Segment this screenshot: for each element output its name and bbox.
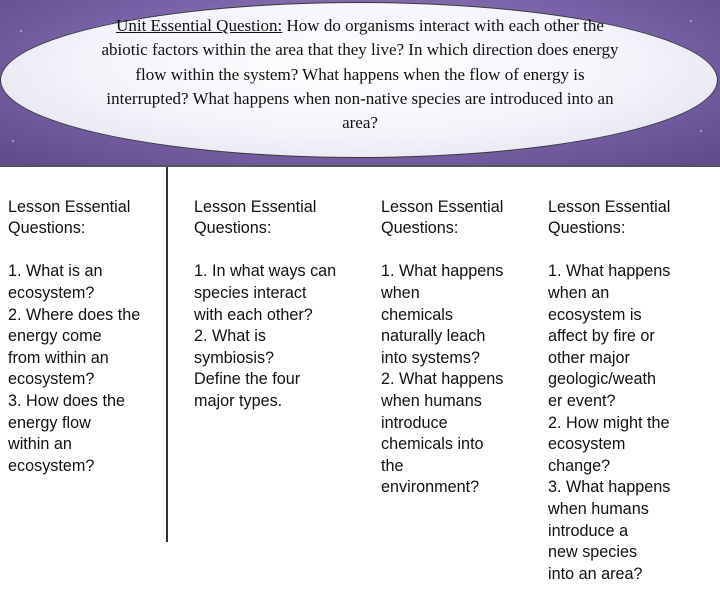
lesson-column-heading: Lesson Essential Questions: xyxy=(194,197,317,238)
background-sparkle xyxy=(700,130,702,132)
lesson-column-3 xyxy=(381,167,541,542)
background-sparkle xyxy=(12,140,14,142)
background-sparkle xyxy=(20,30,22,32)
lesson-column-questions: 1. What happens when chemicals naturally leach into systems? 2. What happens when humans introduce chemicals into the environment? xyxy=(381,262,504,497)
lesson-column-2 xyxy=(194,167,369,542)
lesson-column-1 xyxy=(0,167,168,542)
lesson-column-4 xyxy=(548,167,720,583)
lesson-column-heading: Lesson Essential Questions: xyxy=(548,197,671,238)
unit-question-text: How do organisms interact with each other the abiotic factors within the area that they live? In which direction does energy flow within the system? What happens when the flow of energy is interrupted? What happens when non-native species are introduced into an area? xyxy=(101,16,619,133)
lesson-column-questions: 1. What is an ecosystem? 2. Where does the energy come from within an ecosystem? 3. How does the energy flow within an ecosystem? xyxy=(8,262,141,475)
background-sparkle xyxy=(690,20,692,22)
unit-question-label: Unit Essential Question: xyxy=(116,16,283,35)
lesson-column-heading: Lesson Essential Questions: xyxy=(8,197,131,238)
lesson-column-heading: Lesson Essential Questions: xyxy=(381,197,504,238)
lesson-column-questions: 1. What happens when an ecosystem is affect by fire or other major geologic/weath er event? 2. How might the ecosystem change? 3. What happens when humans introduce a new species into an area? xyxy=(548,262,671,583)
unit-essential-question xyxy=(100,14,620,135)
lesson-questions-panel xyxy=(0,165,720,583)
lesson-column-questions: 1. In what ways can species interact with each other? 2. What is symbiosis? Define the four major types. xyxy=(194,262,337,410)
